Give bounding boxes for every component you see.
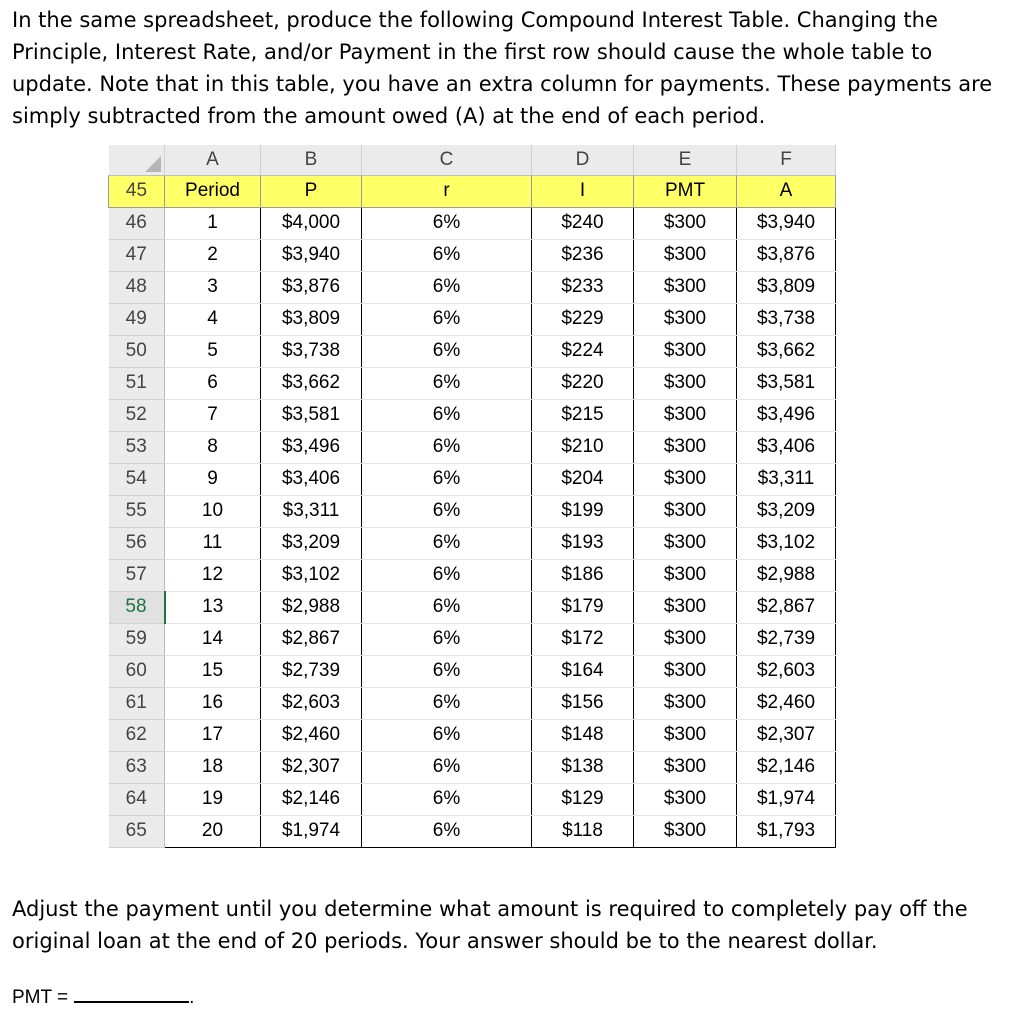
- row-number[interactable]: 57: [109, 559, 165, 591]
- cell-interest[interactable]: $199: [532, 495, 634, 527]
- cell-amount[interactable]: $2,146: [737, 751, 836, 783]
- cell-rate[interactable]: 6%: [362, 815, 532, 847]
- row-number[interactable]: 61: [109, 687, 165, 719]
- cell-period[interactable]: 8: [165, 431, 261, 463]
- table-row: [109, 751, 836, 783]
- table-row: [109, 335, 836, 367]
- cell-interest[interactable]: $224: [532, 335, 634, 367]
- cell-amount[interactable]: $1,974: [737, 783, 836, 815]
- cell-amount[interactable]: $3,496: [737, 399, 836, 431]
- cell-interest[interactable]: $164: [532, 655, 634, 687]
- cell-amount[interactable]: $2,603: [737, 655, 836, 687]
- cell-payment[interactable]: $300: [634, 719, 737, 751]
- cell-principal[interactable]: $3,940: [261, 239, 362, 271]
- cell-principal[interactable]: $4,000: [261, 207, 362, 239]
- cell-payment[interactable]: $300: [634, 303, 737, 335]
- cell-interest[interactable]: $193: [532, 527, 634, 559]
- header-cell-rate[interactable]: r: [362, 175, 532, 207]
- cell-principal[interactable]: $3,406: [261, 463, 362, 495]
- pmt-trailing-period: .: [189, 987, 195, 1008]
- table-row: [109, 815, 836, 847]
- cell-principal[interactable]: $2,146: [261, 783, 362, 815]
- table-row: [109, 271, 836, 303]
- row-number[interactable]: 46: [109, 207, 165, 239]
- cell-payment[interactable]: $300: [634, 815, 737, 847]
- cell-rate[interactable]: 6%: [362, 591, 532, 623]
- cell-amount[interactable]: $3,581: [737, 367, 836, 399]
- cell-amount[interactable]: $2,739: [737, 623, 836, 655]
- cell-amount[interactable]: $3,809: [737, 271, 836, 303]
- header-cell-payment[interactable]: PMT: [634, 175, 737, 207]
- select-all-icon: [145, 156, 161, 172]
- cell-rate[interactable]: 6%: [362, 719, 532, 751]
- cell-interest[interactable]: $156: [532, 687, 634, 719]
- cell-interest[interactable]: $236: [532, 239, 634, 271]
- cell-payment[interactable]: $300: [634, 559, 737, 591]
- cell-principal[interactable]: $3,102: [261, 559, 362, 591]
- cell-payment[interactable]: $300: [634, 207, 737, 239]
- cell-payment[interactable]: $300: [634, 591, 737, 623]
- column-header-a[interactable]: A: [165, 145, 261, 175]
- instructions-text: In the same spreadsheet, produce the following Compound Interest Table. Changing the Principle, Interest Rate, and/or Payment in the first row should cause the whole table to update. Note that in this table, you have an extra column for payments. These payments are simply subtracted from the amount owed (A) at the end of each period.: [12, 8, 993, 128]
- row-number[interactable]: 49: [109, 303, 165, 335]
- table-row: [109, 719, 836, 751]
- row-number[interactable]: 59: [109, 623, 165, 655]
- cell-payment[interactable]: $300: [634, 687, 737, 719]
- row-number[interactable]: 47: [109, 239, 165, 271]
- cell-period[interactable]: 13: [165, 591, 261, 623]
- cell-payment[interactable]: $300: [634, 463, 737, 495]
- cell-period[interactable]: 19: [165, 783, 261, 815]
- row-number[interactable]: 52: [109, 399, 165, 431]
- select-all-corner[interactable]: [109, 145, 165, 175]
- cell-amount[interactable]: $3,940: [737, 207, 836, 239]
- cell-payment[interactable]: $300: [634, 527, 737, 559]
- cell-interest[interactable]: $172: [532, 623, 634, 655]
- cell-period[interactable]: 9: [165, 463, 261, 495]
- cell-rate[interactable]: 6%: [362, 399, 532, 431]
- cell-amount[interactable]: $3,102: [737, 527, 836, 559]
- cell-payment[interactable]: $300: [634, 623, 737, 655]
- cell-rate[interactable]: 6%: [362, 495, 532, 527]
- cell-principal[interactable]: $2,988: [261, 591, 362, 623]
- cell-principal[interactable]: $3,809: [261, 303, 362, 335]
- cell-period[interactable]: 1: [165, 207, 261, 239]
- row-number[interactable]: 63: [109, 751, 165, 783]
- cell-period[interactable]: 10: [165, 495, 261, 527]
- cell-period[interactable]: 4: [165, 303, 261, 335]
- cell-principal[interactable]: $3,738: [261, 335, 362, 367]
- cell-principal[interactable]: $1,974: [261, 815, 362, 847]
- cell-payment[interactable]: $300: [634, 271, 737, 303]
- pmt-answer-blank[interactable]: [74, 983, 189, 1003]
- column-header-e[interactable]: E: [634, 145, 737, 175]
- row-number[interactable]: 64: [109, 783, 165, 815]
- cell-interest[interactable]: $138: [532, 751, 634, 783]
- cell-period[interactable]: 12: [165, 559, 261, 591]
- header-cell-interest[interactable]: I: [532, 175, 634, 207]
- table-row: [109, 623, 836, 655]
- cell-interest[interactable]: $229: [532, 303, 634, 335]
- cell-rate[interactable]: 6%: [362, 559, 532, 591]
- cell-amount[interactable]: $3,738: [737, 303, 836, 335]
- cell-interest[interactable]: $129: [532, 783, 634, 815]
- cell-rate[interactable]: 6%: [362, 271, 532, 303]
- table-row: [109, 303, 836, 335]
- cell-period[interactable]: 16: [165, 687, 261, 719]
- cell-interest[interactable]: $204: [532, 463, 634, 495]
- row-number[interactable]: 51: [109, 367, 165, 399]
- pmt-answer: [12, 983, 194, 1009]
- table-row: [109, 527, 836, 559]
- cell-interest[interactable]: $233: [532, 271, 634, 303]
- cell-interest[interactable]: $118: [532, 815, 634, 847]
- table-row: [109, 239, 836, 271]
- table-row: [109, 431, 836, 463]
- cell-period[interactable]: 15: [165, 655, 261, 687]
- table-row: [109, 399, 836, 431]
- cell-amount[interactable]: $3,406: [737, 431, 836, 463]
- cell-principal[interactable]: $2,739: [261, 655, 362, 687]
- table-header-row: [109, 175, 836, 207]
- cell-rate[interactable]: 6%: [362, 655, 532, 687]
- cell-principal[interactable]: $3,581: [261, 399, 362, 431]
- row-number[interactable]: 50: [109, 335, 165, 367]
- cell-payment[interactable]: $300: [634, 335, 737, 367]
- cell-rate[interactable]: 6%: [362, 783, 532, 815]
- cell-amount[interactable]: $3,311: [737, 463, 836, 495]
- cell-principal[interactable]: $2,603: [261, 687, 362, 719]
- cell-rate[interactable]: 6%: [362, 751, 532, 783]
- cell-payment[interactable]: $300: [634, 239, 737, 271]
- cell-period[interactable]: 17: [165, 719, 261, 751]
- row-number[interactable]: 55: [109, 495, 165, 527]
- row-number[interactable]: 45: [109, 175, 165, 207]
- cell-amount[interactable]: $2,307: [737, 719, 836, 751]
- cell-period[interactable]: 2: [165, 239, 261, 271]
- cell-rate[interactable]: 6%: [362, 431, 532, 463]
- cell-period[interactable]: 6: [165, 367, 261, 399]
- cell-period[interactable]: 5: [165, 335, 261, 367]
- column-header-d[interactable]: D: [532, 145, 634, 175]
- header-cell-principal[interactable]: P: [261, 175, 362, 207]
- cell-period[interactable]: 14: [165, 623, 261, 655]
- header-cell-period[interactable]: Period: [165, 175, 261, 207]
- row-number[interactable]: 53: [109, 431, 165, 463]
- cell-interest[interactable]: $179: [532, 591, 634, 623]
- column-header-f[interactable]: F: [737, 145, 836, 175]
- table-row: [109, 463, 836, 495]
- table-row: [109, 591, 836, 623]
- table-row: [109, 655, 836, 687]
- cell-principal[interactable]: $2,460: [261, 719, 362, 751]
- cell-principal[interactable]: $3,662: [261, 367, 362, 399]
- cell-amount[interactable]: $3,662: [737, 335, 836, 367]
- cell-principal[interactable]: $3,209: [261, 527, 362, 559]
- cell-payment[interactable]: $300: [634, 431, 737, 463]
- cell-rate[interactable]: 6%: [362, 463, 532, 495]
- adjust-payment-text: Adjust the payment until you determine what amount is required to completely pay off the original loan at the end of 20 periods. Your answer should be to the nearest dollar.: [12, 897, 968, 953]
- row-number[interactable]: 48: [109, 271, 165, 303]
- cell-amount[interactable]: $2,460: [737, 687, 836, 719]
- row-number[interactable]: 60: [109, 655, 165, 687]
- cell-period[interactable]: 18: [165, 751, 261, 783]
- cell-rate[interactable]: 6%: [362, 687, 532, 719]
- cell-payment[interactable]: $300: [634, 751, 737, 783]
- column-header-b[interactable]: B: [261, 145, 362, 175]
- cell-interest[interactable]: $148: [532, 719, 634, 751]
- cell-payment[interactable]: $300: [634, 655, 737, 687]
- row-number[interactable]: 56: [109, 527, 165, 559]
- cell-rate[interactable]: 6%: [362, 623, 532, 655]
- spreadsheet-table: [108, 145, 836, 848]
- table-row: [109, 783, 836, 815]
- cell-interest[interactable]: $210: [532, 431, 634, 463]
- table-row: [109, 495, 836, 527]
- cell-rate[interactable]: 6%: [362, 367, 532, 399]
- cell-principal[interactable]: $3,496: [261, 431, 362, 463]
- table-row: [109, 687, 836, 719]
- cell-payment[interactable]: $300: [634, 495, 737, 527]
- table-row: [109, 559, 836, 591]
- pmt-label: PMT =: [12, 987, 69, 1008]
- cell-period[interactable]: 11: [165, 527, 261, 559]
- cell-payment[interactable]: $300: [634, 783, 737, 815]
- cell-interest[interactable]: $186: [532, 559, 634, 591]
- cell-principal[interactable]: $2,307: [261, 751, 362, 783]
- cell-amount[interactable]: $3,209: [737, 495, 836, 527]
- cell-interest[interactable]: $240: [532, 207, 634, 239]
- row-number[interactable]: 58: [109, 591, 165, 623]
- cell-rate[interactable]: 6%: [362, 527, 532, 559]
- cell-principal[interactable]: $3,876: [261, 271, 362, 303]
- header-cell-amount[interactable]: A: [737, 175, 836, 207]
- cell-payment[interactable]: $300: [634, 399, 737, 431]
- table-row: [109, 367, 836, 399]
- table-row: [109, 207, 836, 239]
- cell-period[interactable]: 20: [165, 815, 261, 847]
- cell-rate[interactable]: 6%: [362, 303, 532, 335]
- row-number[interactable]: 54: [109, 463, 165, 495]
- cell-principal[interactable]: $3,311: [261, 495, 362, 527]
- cell-amount[interactable]: $3,876: [737, 239, 836, 271]
- cell-amount[interactable]: $2,867: [737, 591, 836, 623]
- cell-rate[interactable]: 6%: [362, 239, 532, 271]
- cell-amount[interactable]: $1,793: [737, 815, 836, 847]
- cell-amount[interactable]: $2,988: [737, 559, 836, 591]
- cell-payment[interactable]: $300: [634, 367, 737, 399]
- cell-period[interactable]: 7: [165, 399, 261, 431]
- column-header-c[interactable]: C: [362, 145, 532, 175]
- column-header-row: [109, 145, 836, 175]
- cell-period[interactable]: 3: [165, 271, 261, 303]
- cell-rate[interactable]: 6%: [362, 207, 532, 239]
- cell-interest[interactable]: $215: [532, 399, 634, 431]
- cell-interest[interactable]: $220: [532, 367, 634, 399]
- cell-principal[interactable]: $2,867: [261, 623, 362, 655]
- cell-rate[interactable]: 6%: [362, 335, 532, 367]
- row-number[interactable]: 65: [109, 815, 165, 847]
- row-number[interactable]: 62: [109, 719, 165, 751]
